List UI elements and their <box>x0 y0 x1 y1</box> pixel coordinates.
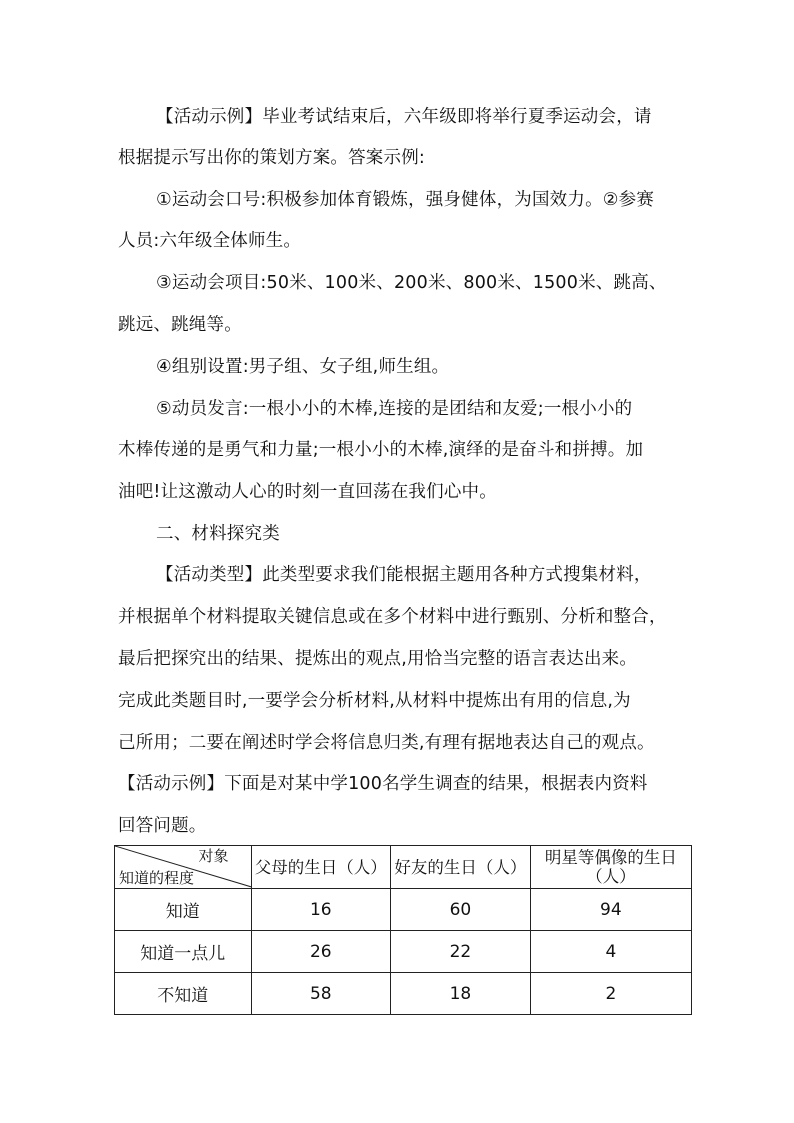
survey-table <box>114 845 692 1015</box>
activity-example-line-2: 根据提示写出你的策划方案。答案示例: <box>118 148 425 168</box>
corner-bottom-label: 知道的程度 <box>119 869 195 887</box>
activity-type-line-5: 己所用；二要在阐述时学会将信息归类,有理有据地表达自己的观点。 <box>118 733 655 753</box>
column-header: 好友的生日（人） <box>391 846 531 889</box>
table-cell: 2 <box>530 973 691 1015</box>
table-cell: 60 <box>391 889 531 931</box>
activity-example-line-1: 【活动示例】毕业考试结束后，六年级即将举行夏季运动会，请 <box>156 107 652 127</box>
groups-line: ④组别设置:男子组、女子组,师生组。 <box>156 357 450 377</box>
row-label: 不知道 <box>115 973 252 1015</box>
column-header: 明星等偶像的生日（人） <box>530 846 691 889</box>
table-cell: 16 <box>251 889 391 931</box>
column-header: 父母的生日（人） <box>251 846 391 889</box>
table-row <box>115 973 692 1015</box>
activity-type-line-4: 完成此类题目时,一要学会分析材料,从材料中提炼出有用的信息,为 <box>118 691 631 711</box>
table-header-row <box>115 846 692 889</box>
survey-intro-line-2: 回答问题。 <box>118 816 207 836</box>
section-heading: 二、材料探究类 <box>156 524 280 544</box>
table-row <box>115 889 692 931</box>
table-row <box>115 931 692 973</box>
activity-type-line-1: 【活动类型】此类型要求我们能根据主题用各种方式搜集材料， <box>156 565 652 585</box>
speech-line-3: 油吧!让这激动人心的时刻一直回荡在我们心中。 <box>118 482 497 502</box>
table-cell: 94 <box>530 889 691 931</box>
slogan-line-2: 人员:六年级全体师生。 <box>118 231 302 251</box>
activity-type-line-2: 并根据单个材料提取关键信息或在多个材料中进行甄别、分析和整合， <box>118 607 667 627</box>
speech-line-1: ⑤动员发言:一根小小的木棒,连接的是团结和友爱;一根小小的 <box>156 399 633 419</box>
row-label: 知道 <box>115 889 252 931</box>
row-label: 知道一点儿 <box>115 931 252 973</box>
table-cell: 18 <box>391 973 531 1015</box>
speech-line-2: 木棒传递的是勇气和力量;一根小小的木棒,演绎的是奋斗和拼搏。加 <box>118 440 644 460</box>
survey-intro-line-1: 【活动示例】下面是对某中学100名学生调查的结果，根据表内资料 <box>118 774 648 794</box>
table-cell: 58 <box>251 973 391 1015</box>
events-line-2: 跳远、跳绳等。 <box>118 315 242 335</box>
table-cell: 4 <box>530 931 691 973</box>
table-corner-cell <box>115 846 252 889</box>
table-cell: 22 <box>391 931 531 973</box>
slogan-line-1: ①运动会口号:积极参加体育锻炼，强身健体，为国效力。②参赛 <box>156 190 655 210</box>
events-line-1: ③运动会项目:50米、100米、200米、800米、1500米、跳高、 <box>156 273 667 293</box>
table-cell: 26 <box>251 931 391 973</box>
activity-type-line-3: 最后把探究出的结果、提炼出的观点,用恰当完整的语言表达出来。 <box>118 649 638 669</box>
corner-top-label: 对象 <box>198 847 229 865</box>
